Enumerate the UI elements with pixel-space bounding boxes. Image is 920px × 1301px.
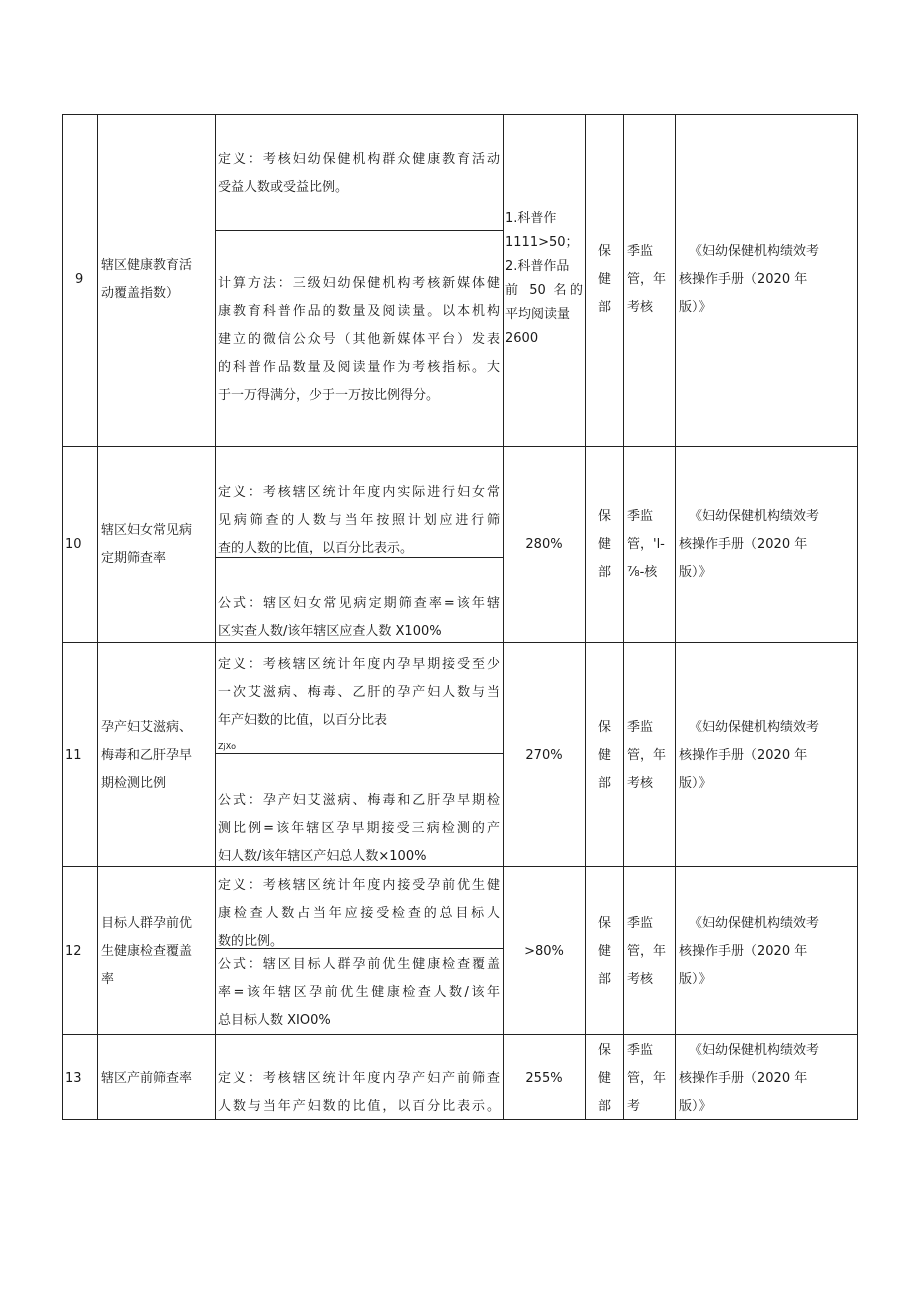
reference-source: 《妇幼保健机构绩效考 核操作手册（2020 年 版）》: [679, 244, 820, 315]
indicator-name: 辖区健康教育活 动覆盖指数）: [101, 258, 193, 301]
row-number: 12: [65, 944, 82, 959]
indicator-table: [62, 114, 858, 1120]
indicator-name: 目标人群孕前优 生健康检查覆盖 率: [101, 916, 193, 987]
indicator-definition: 定义：考核妇幼保健机构群众健康教育活动 受益人数或受益比例。: [218, 152, 500, 195]
column-divider: [623, 115, 624, 1119]
row-divider: [63, 446, 857, 447]
indicator-name: 辖区产前筛查率: [101, 1071, 193, 1086]
footnote-mark: ZjXo: [218, 742, 237, 751]
indicator-formula: 公式：辖区妇女常见病定期筛查率=该年辖 区实查人数/该年辖区应查人数 X100%: [218, 596, 500, 639]
indicator-name: 孕产妇艾滋病、 梅毒和乙肝孕早 期检测比例: [101, 720, 193, 791]
assessment-frequency: 季监 管，年 考核: [627, 244, 667, 315]
indicator-definition: 定义：考核辖区统计年度内接受孕前优生健 康检查人数占当年应接受检查的总目标人 数的比例。: [218, 878, 500, 949]
calculation-method: 计算方法：三级妇幼保健机构考核新媒体健 康教育科普作品的数量及阅读量。以本机构 建立的微信公众号（其他新媒体平台）发表 的科普作品数量及阅读量作为考核指标。大 于一万得满分，少于一万按比例得分。: [218, 276, 500, 403]
responsible-dept: 保 健 部: [598, 916, 612, 987]
indicator-formula: 公式：孕产妇艾滋病、梅毒和乙肝孕早期检 测比例=该年辖区孕早期接受三病检测的产 妇人数/该年辖区产妇总人数×100%: [218, 793, 500, 864]
indicator-formula: 公式：辖区目标人群孕前优生健康检查覆盖 率=该年辖区孕前优生健康检查人数/该年 总目标人数 XIO0%: [218, 957, 500, 1028]
reference-source: 《妇幼保健机构绩效考 核操作手册（2020 年 版）》: [679, 916, 820, 987]
assessment-frequency: 季监 管，'l- ⅞-核: [627, 509, 665, 580]
reference-source: 《妇幼保健机构绩效考 核操作手册（2020 年 版）》: [679, 720, 820, 791]
target-value: 1.科普作 1111>50； 2.科普作品 前 50 名的 平均阅读量 2600: [505, 211, 583, 346]
indicator-definition: 定义：考核辖区统计年度内孕早期接受至少 一次艾滋病、梅毒、乙肝的孕产妇人数与当 年产妇数的比值，以百分比表: [218, 657, 500, 728]
row-number: 11: [65, 748, 82, 763]
responsible-dept: 保 健 部: [598, 720, 612, 791]
column-divider: [97, 115, 98, 1119]
responsible-dept: 保 健 部: [598, 1043, 612, 1114]
column-divider: [675, 115, 676, 1119]
column-divider: [503, 115, 504, 1119]
row-number: 10: [65, 537, 82, 552]
row-number: 9: [75, 272, 84, 287]
target-value: 270%: [525, 748, 563, 763]
target-value: 255%: [525, 1071, 563, 1086]
assessment-frequency: 季监 管，年 考: [627, 1043, 667, 1114]
column-divider: [215, 115, 216, 1119]
column-divider: [585, 115, 586, 1119]
assessment-frequency: 季监 管，年 考核: [627, 916, 667, 987]
row-number: 13: [65, 1071, 82, 1086]
indicator-definition: 定义：考核辖区统计年度内实际进行妇女常 见病筛查的人数与当年按照计划应进行筛 查的人数的比值，以百分比表示。: [218, 485, 500, 556]
indicator-name: 辖区妇女常见病 定期筛查率: [101, 523, 193, 566]
sub-row-divider: [215, 230, 503, 231]
target-value: >80%: [524, 944, 564, 959]
indicator-definition: 定义：考核辖区统计年度内孕产妇产前筛查 人数与当年产妇数的比值，以百分比表示。: [218, 1071, 500, 1114]
target-value: 280%: [525, 537, 563, 552]
responsible-dept: 保 健 部: [598, 509, 612, 580]
reference-source: 《妇幼保健机构绩效考 核操作手册（2020 年 版）》: [679, 509, 820, 580]
reference-source: 《妇幼保健机构绩效考 核操作手册（2020 年 版）》: [679, 1043, 820, 1114]
assessment-frequency: 季监 管，年 考核: [627, 720, 667, 791]
sub-row-divider: [215, 753, 503, 754]
responsible-dept: 保 健 部: [598, 244, 612, 315]
